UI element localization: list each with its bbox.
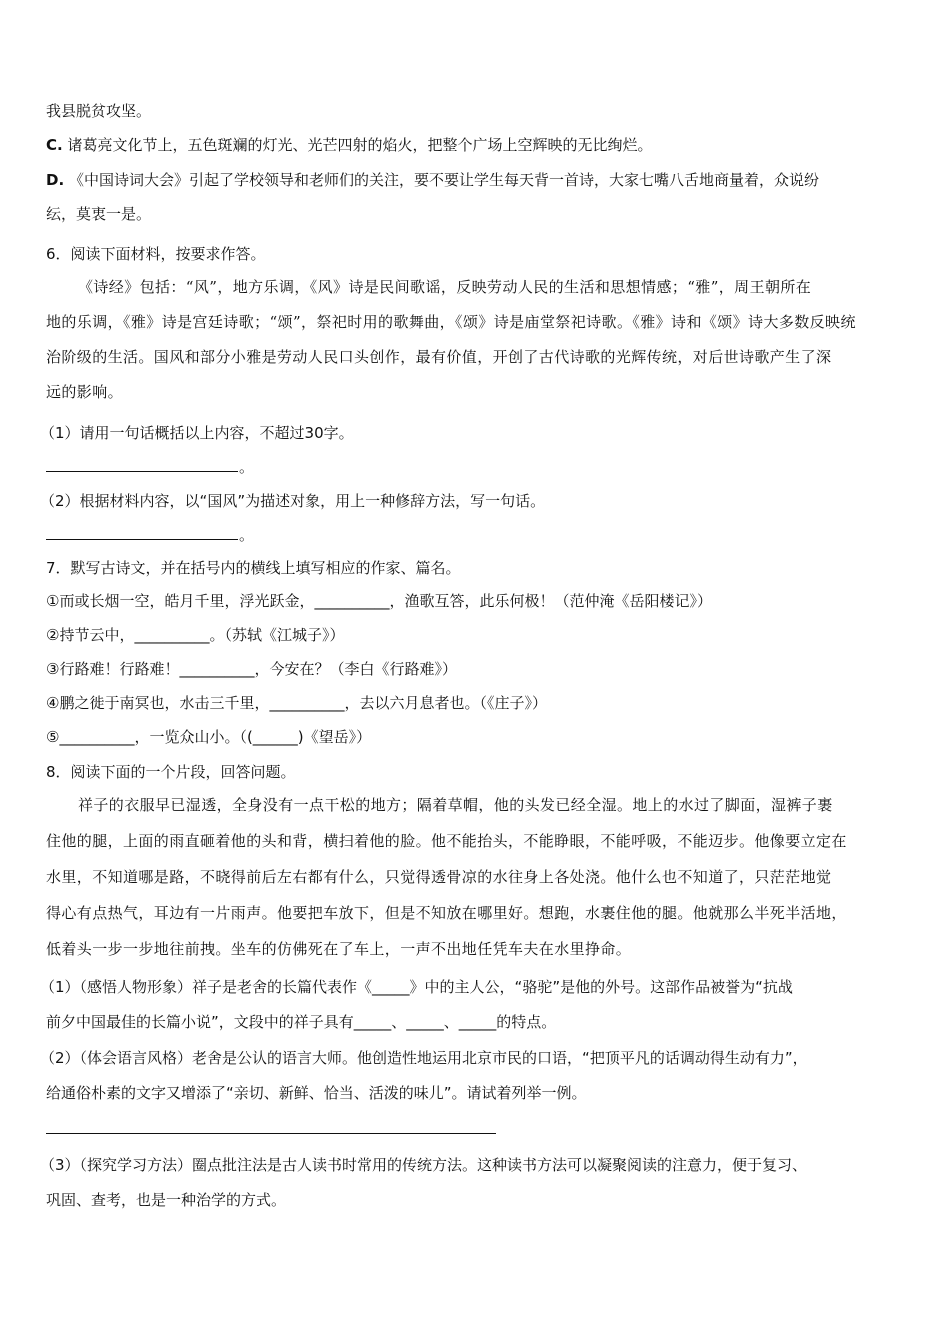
question-6-2: （2）根据材料内容，以“国风”为描述对象，用上一种修辞方法，写一句话。: [40, 492, 546, 510]
passage-6-line-3: 治阶级的生活。国风和部分小雅是劳动人民口头创作，最有价值，开创了古代诗歌的光辉传统，对后世诗歌产生了深: [46, 348, 832, 366]
option-c-text: 诸葛亮文化节上，五色斑斓的灯光、光芒四射的焰火，把整个广场上空辉映的无比绚烂。: [67, 136, 653, 154]
passage-6-line-1: 《诗经》包括：“风”，地方乐调，《风》诗是民间歌谣，反映劳动人民的生活和思想情感；“雅”，周王朝所在: [78, 278, 812, 296]
question-8: 8．阅读下面的一个片段，回答问题。: [46, 763, 296, 781]
passage-8-line-3: 水里，不知道哪是路，不晓得前后左右都有什么，只觉得透骨凉的水往身上各处浇。他什么也不知道了，只茫茫地觉: [46, 868, 832, 886]
option-d-cont: 纭，莫衷一是。: [46, 205, 152, 223]
option-d-text: 《中国诗词大会》引起了学校领导和老师们的关注，要不要让学生每天背一首诗，大家七嘴八舌地商量着，众说纷: [68, 171, 819, 189]
question-7-item-3: ③行路难！行路难！__________，今安在？（李白《行路难》）: [46, 660, 457, 678]
passage-8-line-4: 得心有点热气，耳边有一片雨声。他要把车放下，但是不知放在哪里好。想跑，水裹住他的腿。他就那么半死半活地，: [46, 904, 847, 922]
option-c: [46, 135, 653, 155]
passage-8-line-1: 祥子的衣服早已湿透，全身没有一点干松的地方；隔着草帽，他的头发已经全湿。地上的水过了脚面，湿裤子裹: [78, 796, 833, 814]
question-8-2-line-1: （2）（体会语言风格）老舍是公认的语言大师。他创造性地运用北京市民的口语，“把顶平凡的话调动得生动有力”，: [40, 1049, 808, 1067]
question-6: 6．阅读下面材料，按要求作答。: [46, 245, 266, 263]
question-7: 7．默写古诗文，并在括号内的横线上填写相应的作家、篇名。: [46, 559, 461, 577]
question-7-item-1: ①而或长烟一空，皓月千里，浮光跃金，__________，渔歌互答，此乐何极！（范仲淹《岳阳楼记》）: [46, 592, 712, 610]
answer-6-1-end: 。: [239, 458, 255, 476]
question-8-1-line-2: 前夕中国最佳的长篇小说”，文段中的祥子具有_____、_____、_____的特点。: [46, 1013, 557, 1031]
passage-8-line-2: 住他的腿，上面的雨直砸着他的头和背，横扫着他的脸。他不能抬头，不能睁眼，不能呼吸，不能迈步。他像要立定在: [46, 832, 847, 850]
question-8-1-line-1: （1）（感悟人物形象）祥子是老舍的长篇代表作《_____》中的主人公，“骆驼”是他的外号。这部作品被誉为“抗战: [40, 978, 793, 996]
question-8-3-line-2: 巩固、查考，也是一种治学的方式。: [46, 1191, 287, 1209]
option-d-label: D.: [46, 171, 65, 189]
question-8-2-line-2: 给通俗朴素的文字又增添了“亲切、新鲜、恰当、活泼的味儿”。请试着列举一例。: [46, 1084, 587, 1102]
line-1: 我县脱贫攻坚。: [46, 102, 152, 120]
answer-line-6-2: [46, 539, 238, 540]
answer-line-8-2: [46, 1133, 496, 1134]
question-7-item-2: ②持节云中，__________。（苏轼《江城子》）: [46, 626, 345, 644]
passage-6-line-4: 远的影响。: [46, 383, 124, 401]
question-8-3-line-1: （3）（探究学习方法）圈点批注法是古人读书时常用的传统方法。这种读书方法可以凝聚阅读的注意力，便于复习、: [40, 1156, 808, 1174]
passage-6-line-2: 地的乐调，《雅》诗是宫廷诗歌；“颂”，祭祀时用的歌舞曲，《颂》诗是庙堂祭祀诗歌。《雅》诗和《颂》诗大多数反映统: [46, 313, 856, 331]
answer-6-2-end: 。: [239, 526, 255, 544]
option-c-label: C.: [46, 136, 63, 154]
passage-8-line-5: 低着头一步一步地往前拽。坐车的仿佛死在了车上，一声不出地任凭车夫在水里挣命。: [46, 940, 632, 958]
question-7-item-4: ④鹏之徙于南冥也，水击三千里，__________，去以六月息者也。（《庄子》）: [46, 694, 547, 712]
question-6-1: （1）请用一句话概括以上内容，不超过30字。: [40, 424, 354, 442]
option-d: [46, 170, 819, 190]
question-7-item-5: ⑤__________，一览众山小。（(______)《望岳》）: [46, 728, 372, 746]
answer-line-6-1: [46, 471, 238, 472]
